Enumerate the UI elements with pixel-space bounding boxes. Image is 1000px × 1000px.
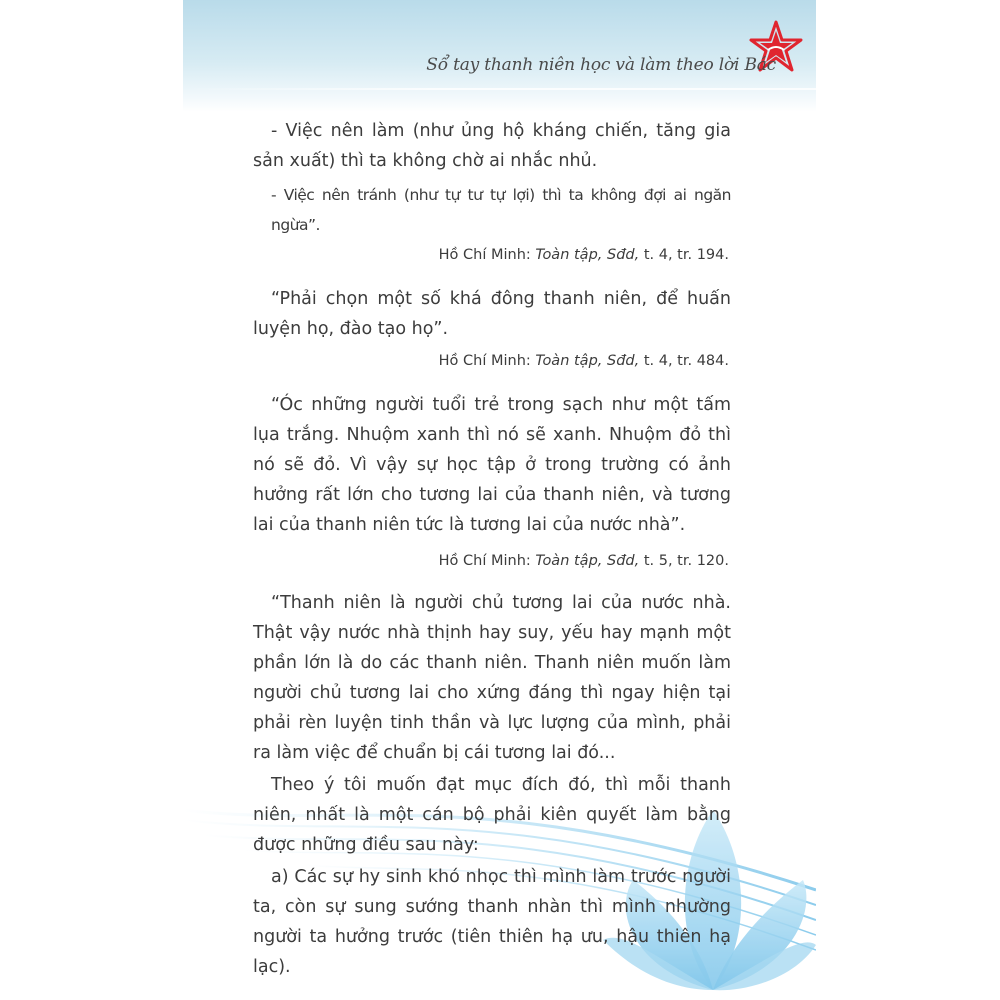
citation-2 [253,350,731,372]
citation-author: Hồ Chí Minh: [438,353,536,369]
citation-ref: t. 4, tr. 194. [639,247,729,263]
citation-author: Hồ Chí Minh: [438,553,536,569]
citation-work: Toàn tập, Sđd, [535,553,640,569]
running-header-title: Sổ tay thanh niên học và làm theo lời Bác [426,55,776,75]
header-divider [183,88,816,90]
citation-1 [253,244,731,266]
page-body [253,112,731,982]
paragraph-5: “Thanh niên là người chủ tương lai của nước nhà. Thật vậy nước nhà thịnh hay suy, yếu hay mạnh một phần lớn là do các thanh niên. Thanh niên muốn làm người chủ tương lai cho xứng đáng thì ngay hiện tại phải rèn luyện tinh thần và lực lượng của mình, phải ra làm việc để chuẩn bị cái tương lai đó... [253,593,731,763]
citation-work: Toàn tập, Sđd, [535,247,640,263]
citation-ref: t. 5, tr. 120. [639,553,729,569]
paragraph-1: - Việc nên làm (như ủng hộ kháng chiến, tăng gia sản xuất) thì ta không chờ ai nhắc nhủ. [253,121,731,171]
citation-3 [253,550,731,572]
paragraph-2: - Việc nên tránh (như tự tư tự lợi) thì ta không đợi ai ngăn ngừa”. [271,186,731,234]
paragraph-4: “Óc những người tuổi trẻ trong sạch như một tấm lụa trắng. Nhuộm xanh thì nó sẽ xanh. Nhuộm đỏ thì nó sẽ đỏ. Vì vậy sự học tập ở trong trường có ảnh hưởng rất lớn cho tương lai của thanh niên, và tương lai của thanh niên tức là tương lai của nước nhà”. [253,395,731,535]
paragraph-7: a) Các sự hy sinh khó nhọc thì mình làm trước người ta, còn sự sung sướng thanh nhàn thì mình nhường người ta hưởng trước (tiên thiên hạ ưu, hậu thiên hạ lạc). [253,867,731,977]
book-page [183,0,816,1000]
citation-work: Toàn tập, Sđd, [535,353,640,369]
citation-author: Hồ Chí Minh: [438,247,536,263]
paragraph-3: “Phải chọn một số khá đông thanh niên, để huấn luyện họ, đào tạo họ”. [253,289,731,339]
paragraph-6: Theo ý tôi muốn đạt mục đích đó, thì mỗi thanh niên, nhất là một cán bộ phải kiên quyết làm bằng được những điều sau này: [253,775,731,855]
citation-ref: t. 4, tr. 484. [639,353,729,369]
